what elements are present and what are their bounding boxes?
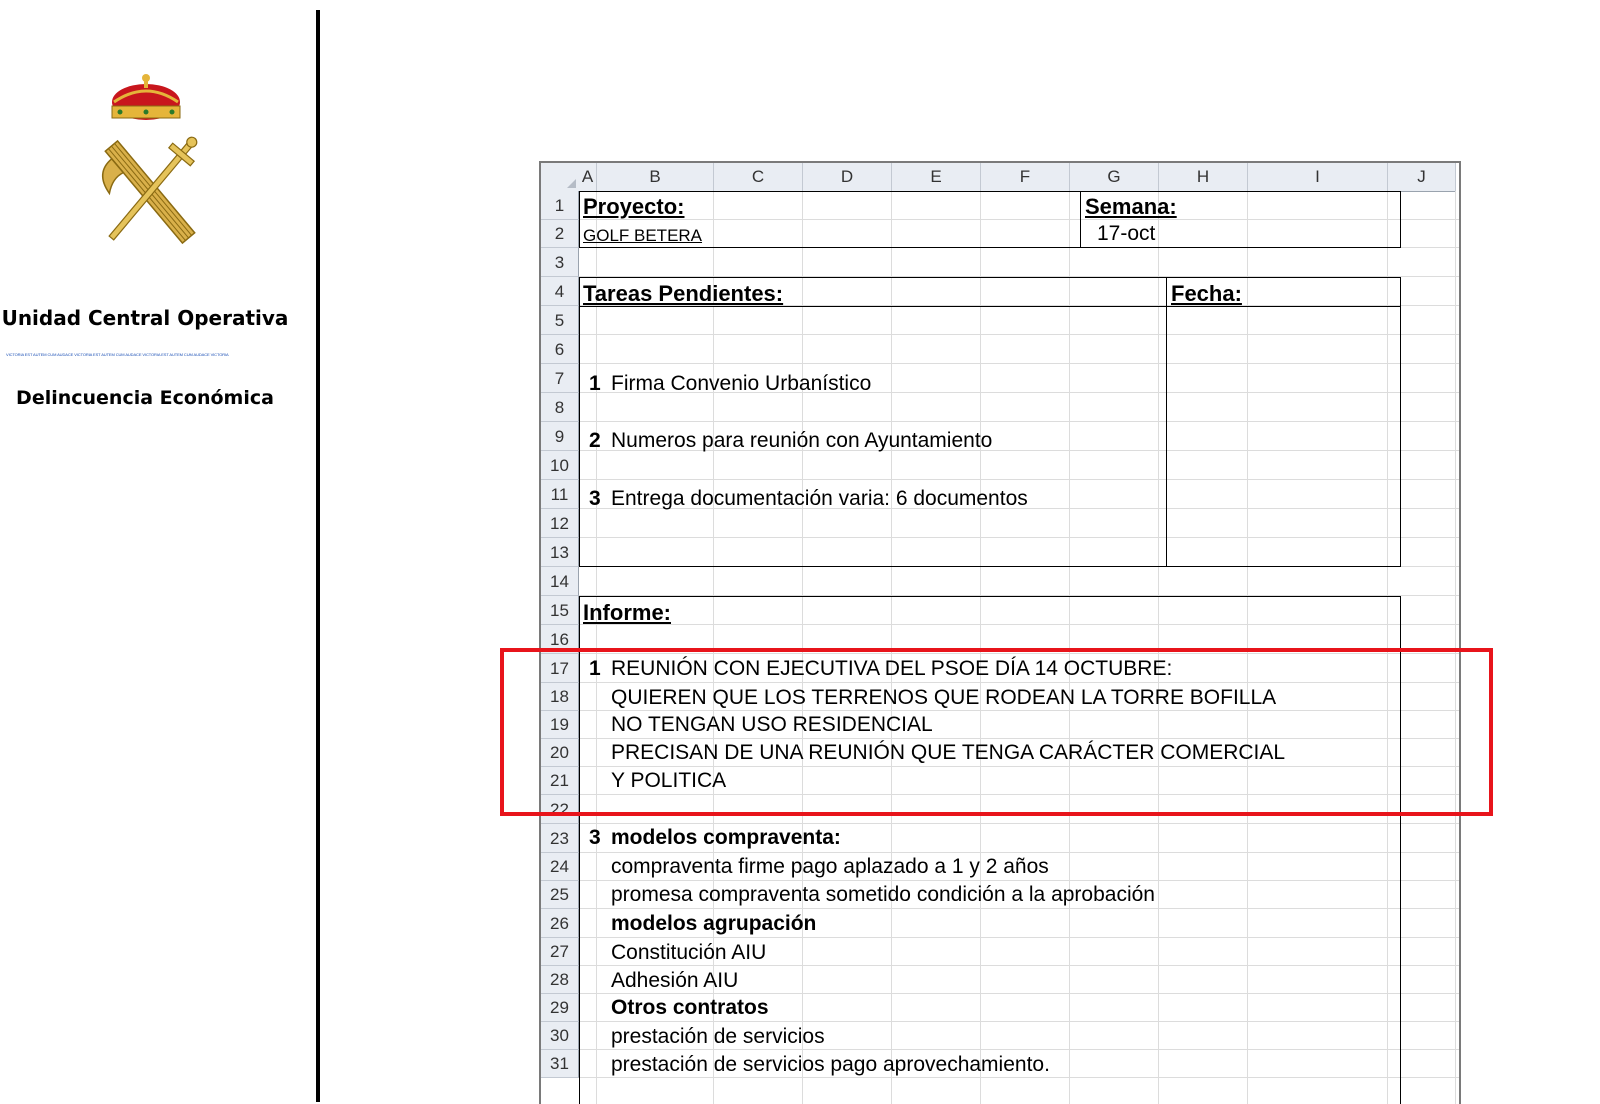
row-header-15[interactable]: 15 <box>541 596 579 625</box>
agrupacion-line-1[interactable]: Constitución AIU <box>611 941 767 964</box>
row-header-21[interactable]: 21 <box>541 767 579 795</box>
row-header-11[interactable]: 11 <box>541 480 579 509</box>
row-header-5[interactable]: 5 <box>541 306 579 335</box>
agrupacion-line-2[interactable]: Adhesión AIU <box>611 969 739 992</box>
otros-line-2[interactable]: prestación de servicios pago aprovechamiento. <box>611 1053 1050 1076</box>
row-header-4[interactable]: 4 <box>541 277 579 306</box>
row-header-8[interactable]: 8 <box>541 393 579 422</box>
row-header-9[interactable]: 9 <box>541 422 579 451</box>
motto-line[interactable]: VICTORIA EST AUTEM CUM AUDACE VICTORIA EST AUTEM CUM AUDACE VICTORIA EST AUTEM CUM AUDACE VICTORIA <box>6 352 229 357</box>
tarea-1-num[interactable]: 1 <box>589 372 601 395</box>
column-header-c[interactable]: C <box>714 163 803 192</box>
select-all-corner[interactable] <box>541 163 580 192</box>
sidebar <box>0 0 318 1102</box>
row-header-28[interactable]: 28 <box>541 966 579 994</box>
column-header-f[interactable]: F <box>981 163 1070 192</box>
row-header-14[interactable]: 14 <box>541 567 579 596</box>
tarea-2-text[interactable]: Numeros para reunión con Ayuntamiento <box>611 429 993 452</box>
semana-divider <box>1080 191 1081 248</box>
compraventa-line-2[interactable]: promesa compraventa sometido condición a la aprobación <box>611 883 1155 906</box>
otros-title[interactable]: Otros contratos <box>611 996 769 1019</box>
row-header-19[interactable]: 19 <box>541 711 579 739</box>
row-header-30[interactable]: 30 <box>541 1022 579 1050</box>
agrupacion-title[interactable]: modelos agrupación <box>611 912 817 935</box>
tarea-2-num[interactable]: 2 <box>589 429 601 452</box>
semana-value[interactable]: 17-oct <box>1097 222 1156 245</box>
row-header-3[interactable]: 3 <box>541 248 579 277</box>
row-header-24[interactable]: 24 <box>541 853 579 881</box>
row-header-23[interactable]: 23 <box>541 824 579 853</box>
tarea-3-text[interactable]: Entrega documentación varia: 6 documentos <box>611 487 1028 510</box>
row-header-10[interactable]: 10 <box>541 451 579 480</box>
row-header-22[interactable]: 22 <box>541 795 579 824</box>
row-header-16[interactable]: 16 <box>541 625 579 654</box>
informe-line-17[interactable]: REUNIÓN CON EJECUTIVA DEL PSOE DÍA 14 OCTUBRE: <box>611 657 1173 680</box>
informe-line-21[interactable]: Y POLITICA <box>611 769 727 792</box>
row-header-6[interactable]: 6 <box>541 335 579 364</box>
fecha-label[interactable]: Fecha: <box>1171 281 1242 306</box>
informe-item-1-num[interactable]: 1 <box>589 657 601 680</box>
column-header-e[interactable]: E <box>892 163 981 192</box>
row-header-12[interactable]: 12 <box>541 509 579 538</box>
informe-line-19[interactable]: NO TENGAN USO RESIDENCIAL <box>611 713 933 736</box>
highlight-box <box>500 648 1493 816</box>
row-header-26[interactable]: 26 <box>541 909 579 938</box>
compraventa-line-1[interactable]: compraventa firme pago aplazado a 1 y 2 años <box>611 855 1049 878</box>
proyecto-box <box>579 191 1401 248</box>
row-header-31[interactable]: 31 <box>541 1050 579 1078</box>
compraventa-title[interactable]: modelos compraventa: <box>611 826 841 849</box>
column-header-d[interactable]: D <box>803 163 892 192</box>
column-header-a[interactable]: A <box>579 163 597 192</box>
row-header-17[interactable]: 17 <box>541 654 579 683</box>
tareas-label[interactable]: Tareas Pendientes: <box>583 281 784 306</box>
informe-item-3-num[interactable]: 3 <box>589 826 601 849</box>
column-header-b[interactable]: B <box>597 163 714 192</box>
row-header-25[interactable]: 25 <box>541 881 579 909</box>
vertical-divider <box>316 10 320 1102</box>
semana-label[interactable]: Semana: <box>1085 194 1177 219</box>
informe-line-20[interactable]: PRECISAN DE UNA REUNIÓN QUE TENGA CARÁCTER COMERCIAL <box>611 741 1286 764</box>
informe-label[interactable]: Informe: <box>583 600 671 625</box>
column-header-j[interactable]: J <box>1388 163 1456 192</box>
spreadsheet <box>539 161 1461 1104</box>
proyecto-label[interactable]: Proyecto: <box>583 194 685 219</box>
otros-line-1[interactable]: prestación de servicios <box>611 1025 825 1048</box>
column-header-g[interactable]: G <box>1070 163 1159 192</box>
column-header-i[interactable]: I <box>1248 163 1388 192</box>
tarea-3-num[interactable]: 3 <box>589 487 601 510</box>
row-header-18[interactable]: 18 <box>541 683 579 711</box>
row-header-29[interactable]: 29 <box>541 994 579 1022</box>
tarea-1-text[interactable]: Firma Convenio Urbanístico <box>611 372 872 395</box>
tareas-box <box>579 277 1401 567</box>
row-header-27[interactable]: 27 <box>541 938 579 966</box>
row-header-13[interactable]: 13 <box>541 538 579 567</box>
unit-title: Unidad Central Operativa <box>1 306 289 330</box>
guardia-civil-emblem <box>90 72 220 262</box>
column-header-h[interactable]: H <box>1159 163 1248 192</box>
proyecto-value[interactable]: GOLF BETERA <box>583 226 703 245</box>
row-header-20[interactable]: 20 <box>541 739 579 767</box>
informe-line-18[interactable]: QUIEREN QUE LOS TERRENOS QUE RODEAN LA TORRE BOFILLA <box>611 686 1277 709</box>
unit-subtitle: Delincuencia Económica <box>16 387 274 409</box>
row-header-1[interactable]: 1 <box>541 191 579 220</box>
row-header-7[interactable]: 7 <box>541 364 579 393</box>
fecha-divider <box>1166 277 1167 567</box>
row-header-2[interactable]: 2 <box>541 220 579 248</box>
